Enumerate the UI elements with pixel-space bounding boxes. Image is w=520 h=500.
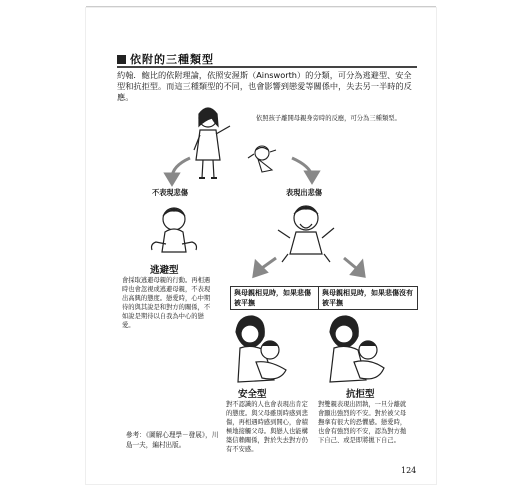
reference-note: 參考：《圖解心理學－發展》，川島一夫，編村出版。: [126, 431, 219, 449]
crying-baby-figure: [248, 146, 276, 172]
caption-three-types: 依照孩子離開母親身旁時的反應，可分為三種類型。: [256, 115, 401, 122]
branch-arrows-bottom: [254, 258, 364, 276]
branch-label-sadness: 表現出悲傷: [286, 188, 322, 197]
branch-arrows-top: [166, 158, 318, 184]
page-number: 124: [401, 466, 417, 475]
secure-title: 安全型: [238, 389, 267, 400]
section-title: 依附的三種類型: [130, 53, 214, 66]
avoidant-description: 會採取逃避母親的行動。再相遇時也會忽視或逃避母親，不表現出高興的態度。戀愛時，心中期待的與其說是和對方的關係，不如說是期待以自我為中心的戀愛。: [122, 277, 211, 329]
avoidant-title: 逃避型: [150, 265, 179, 276]
resistant-title: 抗拒型: [346, 389, 375, 400]
crying-child-figure: [278, 206, 334, 262]
mother-figure: [194, 108, 230, 178]
secure-mother-child-figure: [236, 316, 286, 382]
resistant-mother-child-figure: [330, 316, 384, 382]
avoidant-child-figure: [152, 208, 197, 252]
intro-paragraph: 約翰．鮑比的依附理論，依照安渥斯（Ainsworth）的分類，可分為逃避型、安全型和抗拒型。而這三種類型的不同，也會影響到戀愛等關係中，失去另一半時的反應。: [117, 70, 412, 102]
resistant-description: 對雙親表現出固執，一旦分離就會顯出強烈的不安。對於被父母撫拿有很大的恐懼感。戀愛時，也會有強烈的不安，認為對方拋下自己、或是即將拋下自己。: [318, 401, 407, 444]
box-soothed: 與母親相見時，如果悲傷被平撫: [230, 286, 320, 310]
branch-label-no-sadness: 不表現悲傷: [152, 188, 188, 197]
secure-description: 對不認識的人也會表現出肯定的態度。與父母雖別時感到悲傷，再相遇時感到開心，會積極地接觸父母。與戀人也能構築信賴關係，對於失去對方仍有不安感。: [226, 401, 308, 453]
box-not-soothed: 與母親相見時，如果悲傷沒有被平撫: [318, 286, 418, 310]
